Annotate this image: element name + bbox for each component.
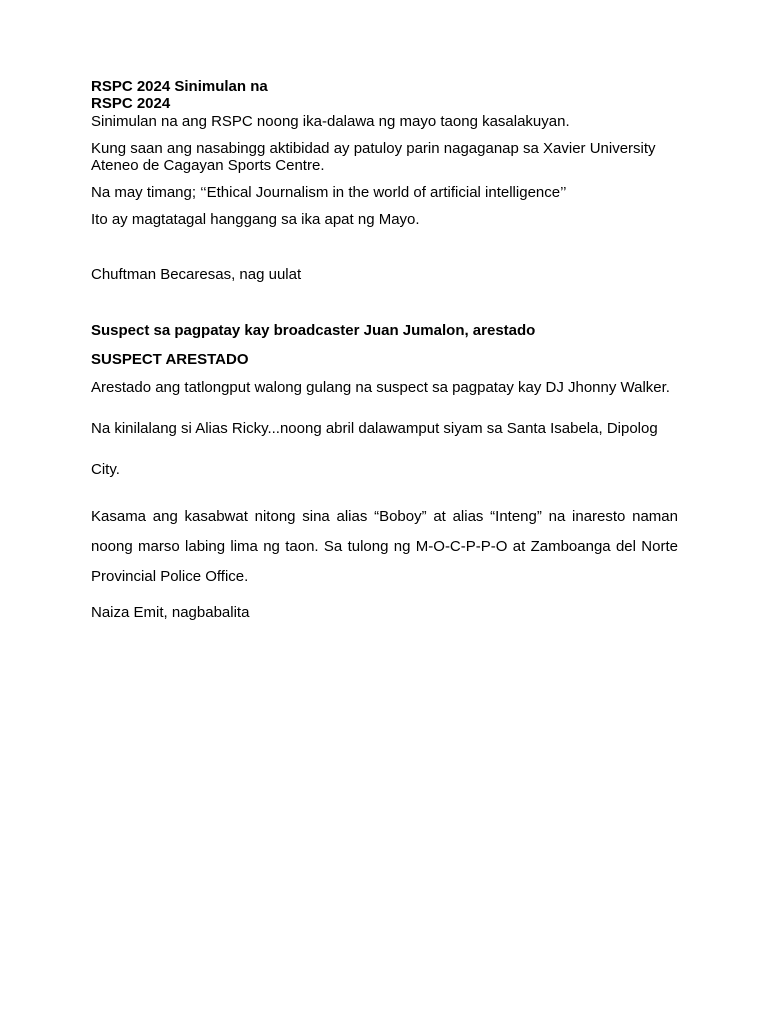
article-1-reporter: Chuftman Becaresas, nag uulat [91, 266, 302, 283]
article-2-paragraph: Na kinilalang si Alias Ricky...noong abril dalawamput siyam sa Santa Isabela, Dipolog [91, 420, 658, 437]
article-2-reporter: Naiza Emit, nagbabalita [91, 604, 250, 621]
article-2-subtitle: SUSPECT ARESTADO [91, 351, 249, 368]
article-2-paragraph: City. [91, 461, 120, 478]
article-2-paragraph: Arestado ang tatlongput walong gulang na suspect sa pagpatay kay DJ Jhonny Walker. [91, 379, 670, 396]
article-2-paragraph: Kasama ang kasabwat nitong sina alias “Boboy” at alias “Inteng” na inaresto naman noong marso labing lima ng taon. Sa tulong ng M-O-C-P-P-O at Zamboanga del Norte Provincial Police Office. [91, 508, 678, 585]
article-2-title: Suspect sa pagpatay kay broadcaster Juan Jumalon, arestado [91, 322, 536, 339]
article-1-paragraph: Kung saan ang nasabingg aktibidad ay patuloy parin nagaganap sa Xavier University Ateneo de Cagayan Sports Centre. [91, 140, 656, 174]
article-1-paragraph: Sinimulan na ang RSPC noong ika-dalawa ng mayo taong kasalakuyan. [91, 113, 570, 130]
article-1-subtitle: RSPC 2024 [91, 95, 171, 112]
article-1-paragraph: Na may timang; ‘‘Ethical Journalism in the world of artificial intelligence’’ [91, 184, 567, 201]
article-1-title: RSPC 2024 Sinimulan na [91, 78, 268, 95]
article-1-paragraph: Ito ay magtatagal hanggang sa ika apat ng Mayo. [91, 211, 420, 228]
document-body [91, 78, 678, 621]
